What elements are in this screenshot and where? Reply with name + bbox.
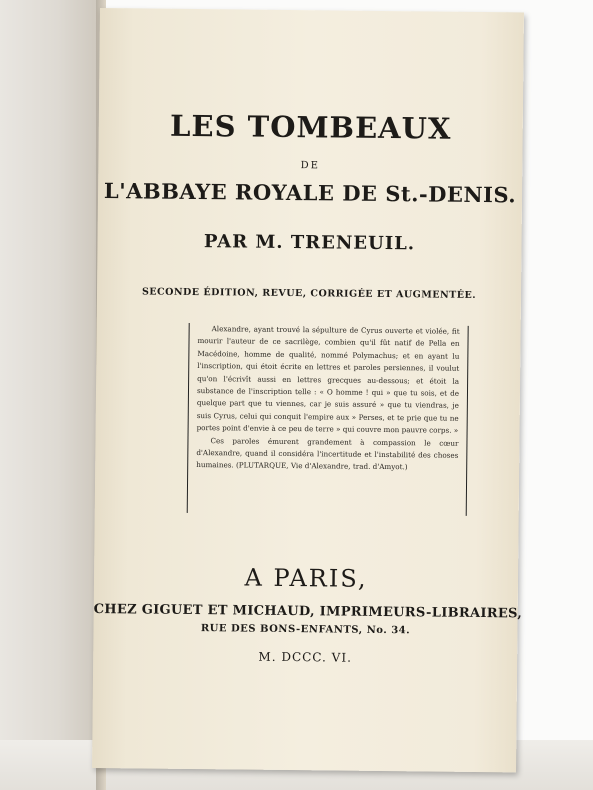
book-title: LES TOMBEAUX: [169, 108, 452, 146]
title-page: [92, 8, 524, 772]
edition-line: SECONDE ÉDITION, REVUE, CORRIGÉE ET AUGMENTÉE.: [141, 286, 477, 301]
publisher-line: CHEZ GIGUET ET MICHAUD, IMPRIMEURS-LIBRAIRES,: [93, 601, 523, 622]
epigraph-paragraph-1: Alexandre, ayant trouvé la sépulture de Cyrus ouverte et violée, fit mourir l'auteur de ce sacrilège, combien qu'il fût natif de Pella en Macédoine, homme de qualité, nommé Polymachus; et en ayant lu l'inscription, qui étoit écrite en lettres et paroles persiennes, il voulut qu'on l'écrivît aussi en lettres grecques au-dessous; et étoit la substance de l'inscription telle : « O homme ! qui » que tu sois, et de quelque part que tu viennes, car je suis assuré » que tu viendras, je suis Cyrus, celui qui conquit l'empire aux » Perses, et te prie que tu ne portes point d'envie à ce peu de terre » qui couvre mon pauvre corps. »: [196, 324, 460, 436]
publication-date: M. DCCC. VI.: [258, 649, 353, 665]
book-subtitle: L'ABBAYE ROYALE DE St.-DENIS.: [103, 178, 517, 208]
title-connector: DE: [300, 160, 321, 172]
publication-place: A PARIS,: [244, 563, 368, 593]
author-line: PAR M. TRENEUIL.: [203, 231, 416, 255]
publisher-address: RUE DES BONS-ENFANTS, No. 34.: [200, 623, 411, 637]
background-surface: [0, 0, 96, 790]
epigraph-quote: [187, 323, 469, 516]
epigraph-paragraph-2: Ces paroles émurent grandement à compassion le cœur d'Alexandre, quand il considéra l'incertitude et l'instabilité des choses humaines. (PLUTARQUE, Vie d'Alexandre, trad. d'Amyot.): [196, 435, 459, 472]
